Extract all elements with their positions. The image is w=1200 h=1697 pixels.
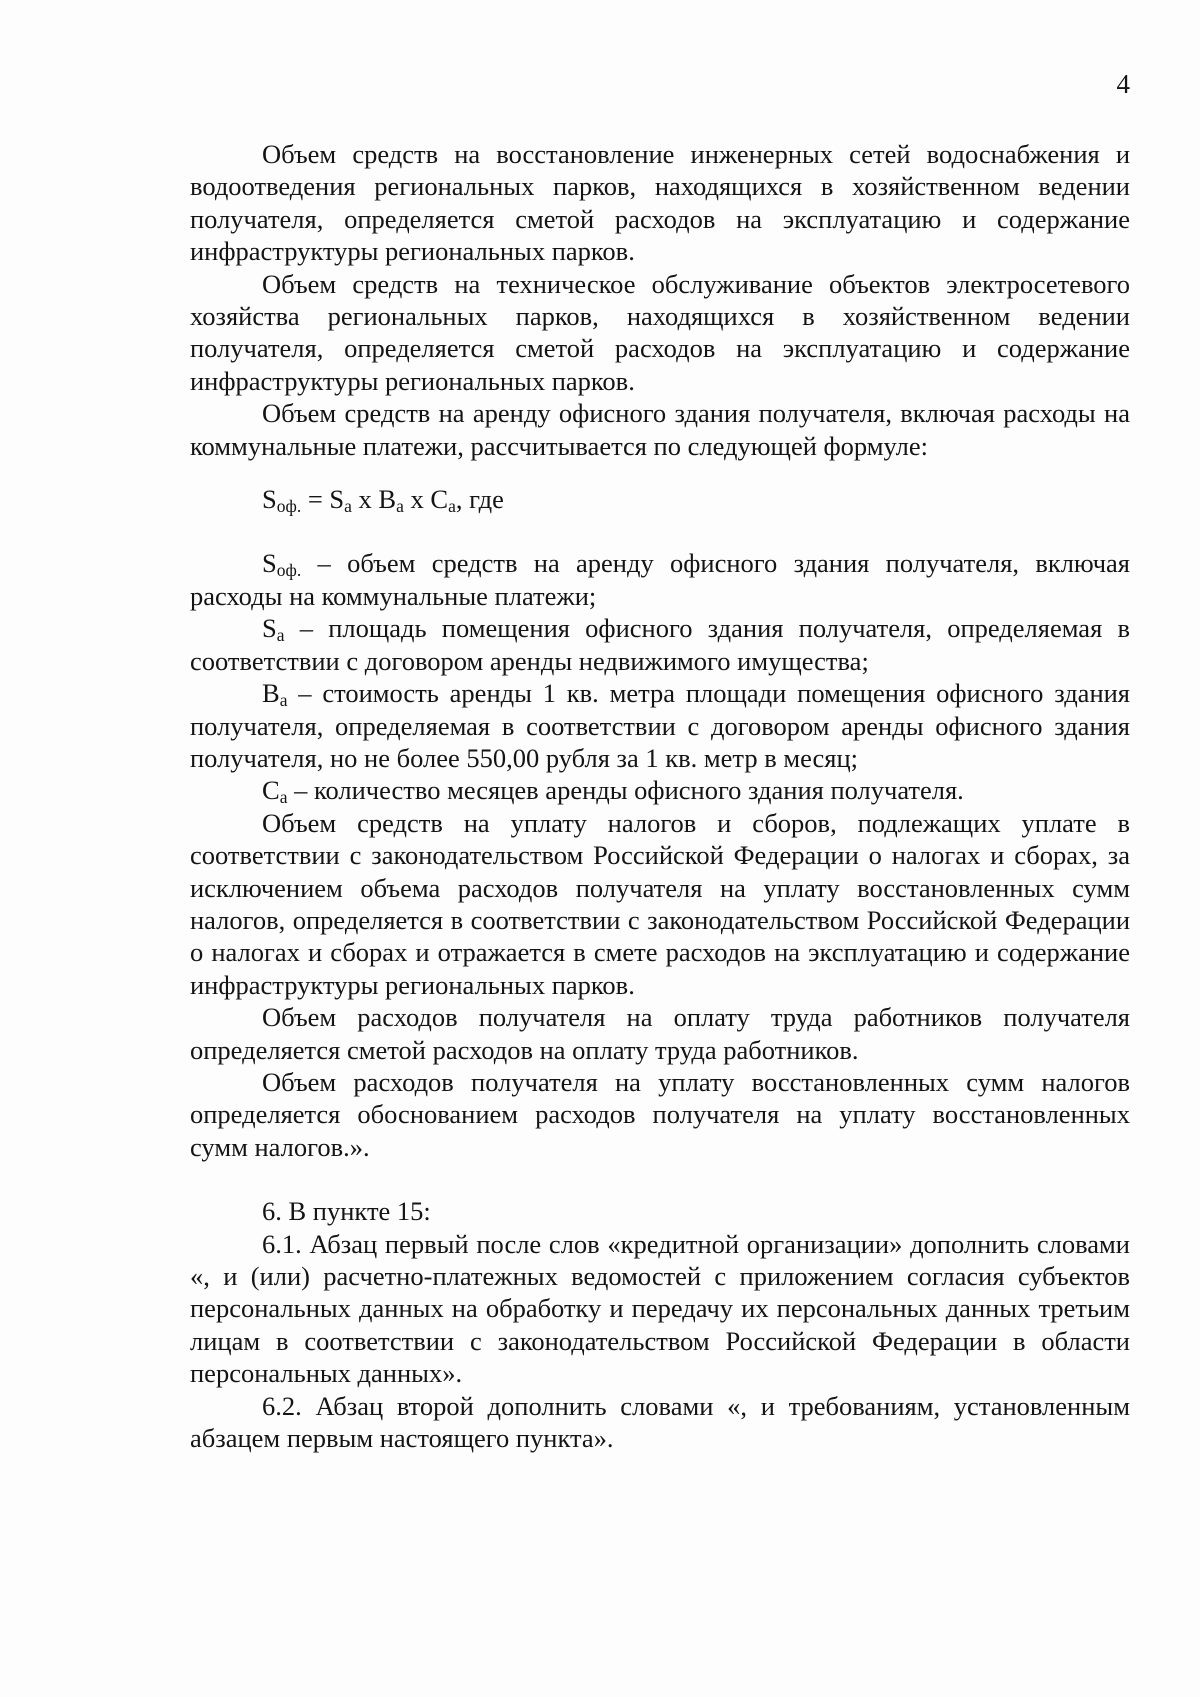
definition-ba — [190, 677, 1130, 774]
page-number: 4 — [1116, 69, 1130, 99]
formula-tail: , где — [455, 484, 504, 515]
formula-equals: = — [301, 484, 330, 515]
section-6-item-1: 6.1. Абзац первый после слов «кредитной организации» дополнить словами «, и (или) расчетно-платежных ведомостей с приложением согласия субъектов персональных данных на обработку и передачу их персональных данных третьим лицам в соответствии с законодательством Российской Федерации в области персональных данных». — [190, 1228, 1130, 1389]
definition-symbol: С — [262, 775, 280, 806]
formula-c-symbol: С — [430, 484, 449, 515]
definition-text: – площадь помещения офисного здания получателя, определяемая в соответствии с договором аренды недвижимого имущества; — [190, 613, 1130, 676]
formula-times-2: х — [403, 484, 431, 515]
paragraph-restored-taxes: Объем расходов получателя на уплату восстановленных сумм налогов определяется обоснованием расходов получателя на уплату восстановленных сумм налогов.». — [190, 1066, 1130, 1162]
formula-lhs-symbol: S — [262, 484, 277, 515]
formula-times-1: х — [351, 484, 379, 515]
definition-subscript: а — [279, 787, 288, 808]
definition-text: – количество месяцев аренды офисного здания получателя. — [287, 775, 964, 806]
paragraph-taxes-and-fees: Объем средств на уплату налогов и сборов, подлежащих уплате в соответствии с законодательством Российской Федерации о налогах и сборах, за исключением объема расходов получателя на уплату восстановленных сумм налогов, определяется в соответствии с законодательством Российской Федерации о налогах и сборах и отражается в смете расходов на эксплуатацию и содержание инфраструктуры региональных парков. — [190, 807, 1130, 1000]
definition-symbol: S — [262, 548, 277, 579]
rent-formula — [190, 483, 1130, 515]
paragraph-office-rent-intro: Объем средств на аренду офисного здания получателя, включая расходы на коммунальные платежи, рассчитывается по следующей формуле: — [190, 398, 1130, 461]
paragraph-labor-costs: Объем расходов получателя на оплату труда работников получателя определяется сметой расходов на оплату труда работников. — [190, 1002, 1130, 1065]
definition-ca — [190, 774, 1130, 806]
definition-symbol: В — [262, 678, 280, 709]
paragraph-power-grid-maintenance: Объем средств на техническое обслуживание объектов электросетевого хозяйства региональных парков, находящихся в хозяйственном ведении получателя, определяется сметой расходов на эксплуатацию и содержание инфраструктуры региональных парков. — [190, 268, 1130, 396]
document-body — [190, 138, 1130, 1454]
formula-s-subscript: а — [344, 495, 352, 516]
formula-s-symbol: S — [329, 484, 345, 515]
definition-subscript: а — [279, 689, 288, 710]
formula-b-symbol: В — [378, 484, 397, 515]
definition-symbol: S — [262, 613, 277, 644]
definition-subscript: а — [276, 625, 285, 646]
definition-text: – объем средств на аренду офисного здания получателя, включая расходы на коммунальные платежи; — [190, 548, 1130, 611]
formula-lhs-subscript: оф. — [276, 495, 302, 516]
definition-subscript: оф. — [276, 560, 302, 581]
formula-c-subscript: а — [448, 495, 456, 516]
definition-sa — [190, 612, 1130, 677]
section-6-item-2: 6.2. Абзац второй дополнить словами «, и требованиям, установленным абзацем первым настоящего пункта». — [190, 1390, 1130, 1454]
paragraph-water-networks: Объем средств на восстановление инженерных сетей водоснабжения и водоотведения региональных парков, находящихся в хозяйственном ведении получателя, определяется сметой расходов на эксплуатацию и содержание инфраструктуры региональных парков. — [190, 139, 1130, 267]
formula-b-subscript: а — [396, 495, 404, 516]
definition-text: – стоимость аренды 1 кв. метра площади помещения офисного здания получателя, определяемая в соответствии с договором аренды офисного здания получателя, но не более 550,00 рубля за 1 кв. метр в месяц; — [190, 678, 1130, 773]
section-6-heading: 6. В пункте 15: — [262, 1196, 431, 1227]
definition-soff — [190, 547, 1130, 612]
